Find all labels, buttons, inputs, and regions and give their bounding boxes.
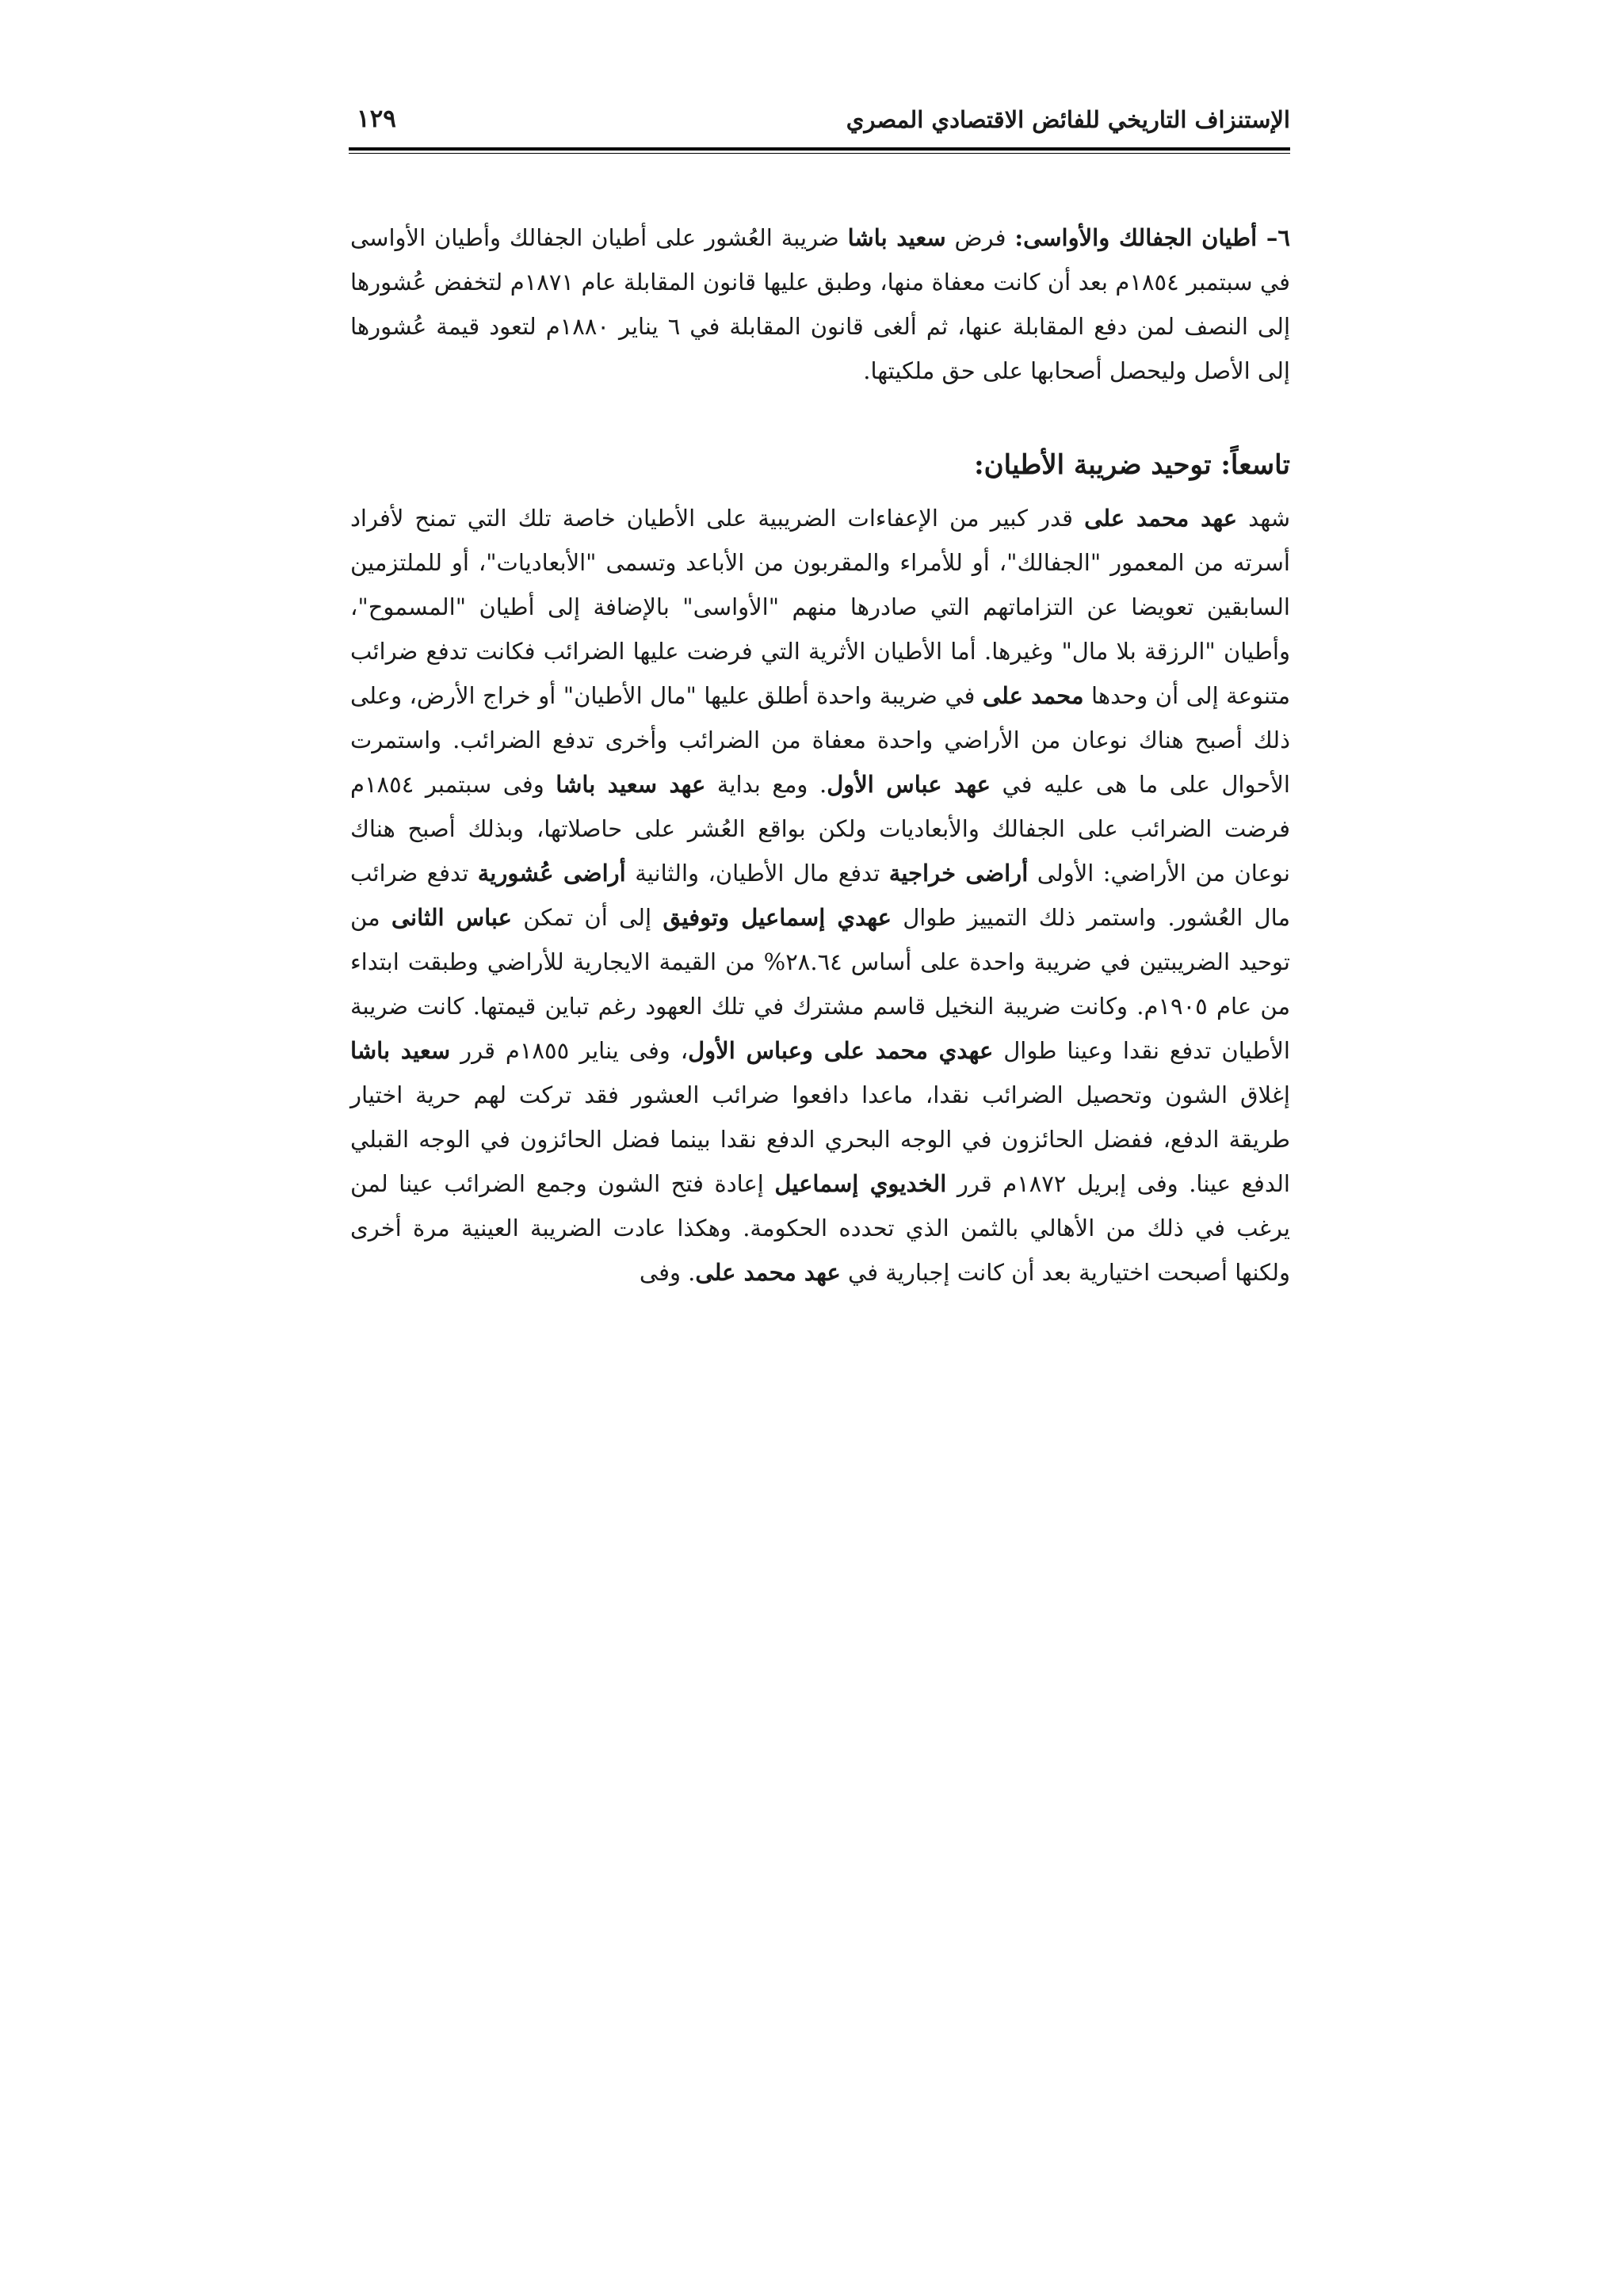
main-text-4: . ومع بداية	[705, 771, 827, 798]
main-text-11: إغلاق الشون وتحصيل الضرائب نقدا، ماعدا دافعوا ضرائب العشور فقد تركت لهم حرية اختيار طريقة الدفع، ففضل الحائزون في الوجه البحري الدفع نقدا بينما فضل الحائزون في الوجه القبلي الدفع عينا. وفى إبريل ١٨٧٢م قرر	[350, 1081, 1290, 1197]
main-text-5: وفى سبتمبر ١٨٥٤م فرضت الضرائب على الجفالك والأبعاديات ولكن بواقع العُشر على حاصلاتها، وبذلك أصبح هناك نوعان من الأراضي: الأولى	[350, 771, 1290, 887]
main-text-9: من توحيد الضريبتين في ضريبة واحدة على أساس ٢٨.٦٤% من القيمة الايجارية للأراضي وطبقت ابتداء من عام ١٩٠٥م. وكانت ضريبة النخيل قاسم مشترك في تلك العهود رغم تباين قيمتها. كانت ضريبة الأطيان تدفع نقدا وعينا طوال	[350, 904, 1290, 1064]
section-heading: تاسعاً: توحيد ضريبة الأطيان:	[974, 449, 1290, 481]
main-bold-8: عباس الثانى	[391, 904, 512, 931]
paragraph-section-6	[350, 215, 1290, 393]
main-text-10: ، وفى يناير ١٨٥٥م قرر	[450, 1037, 689, 1064]
running-title: الإستنزاف التاريخي للفائض الاقتصادي المصري	[846, 106, 1290, 133]
main-text-7: تدفع ضرائب مال العُشور. واستمر ذلك التمييز طوال	[350, 860, 1290, 931]
page-header	[349, 101, 1290, 149]
main-bold-9: عهدي محمد على وعباس الأول	[688, 1037, 994, 1064]
body-text	[350, 215, 1290, 1295]
main-bold-11: الخديوي إسماعيل	[774, 1170, 947, 1197]
para6-bold-1: سعيد باشا	[847, 224, 946, 251]
main-text-8: إلى أن تمكن	[512, 904, 663, 931]
main-bold-12: عهد محمد على	[695, 1259, 841, 1286]
main-bold-1: عهد محمد على	[1084, 505, 1238, 532]
page-number: ١٢٩	[357, 105, 396, 133]
paragraph-main	[350, 496, 1290, 1295]
para6-text-2: ضريبة العُشور على أطيان الجفالك وأطيان الأواسى في سبتمبر ١٨٥٤م بعد أن كانت معفاة منها، وطبق عليها قانون المقابلة عام ١٨٧١م لتخفض عُشورها إلى النصف لمن دفع المقابلة عنها، ثم ألغى قانون المقابلة في ٦ يناير ١٨٨٠م لتعود قيمة عُشورها إلى الأصل وليحصل أصحابها على حق ملكيتها.	[350, 224, 1290, 384]
main-text-3: في ضريبة واحدة أطلق عليها "مال الأطيان" أو خراج الأرض، وعلى ذلك أصبح هناك نوعان من الأراضي واحدة معفاة من الضرائب وأخرى تدفع الضرائب. واستمرت الأحوال على ما هى عليه في	[350, 682, 1290, 798]
para6-text-1: فرض	[945, 224, 1015, 251]
main-text-6: تدفع مال الأطيان، والثانية	[625, 860, 889, 887]
main-text-1: شهد	[1237, 505, 1291, 532]
main-bold-6: أراضى عُشورية	[477, 860, 626, 887]
para6-lead: ٦– أطيان الجفالك والأواسى:	[1014, 224, 1290, 251]
main-text-12: إعادة فتح الشون وجمع الضرائب عينا لمن يرغب في ذلك من الأهالي بالثمن الذي تحدده الحكومة. وهكذا عادت الضريبة العينية مرة أخرى ولكنها أصبحت اختيارية بعد أن كانت إجبارية في	[350, 1170, 1290, 1286]
main-bold-5: أراضى خراجية	[888, 860, 1029, 887]
main-bold-3: عهد عباس الأول	[827, 771, 991, 798]
main-bold-4: عهد سعيد باشا	[556, 771, 706, 798]
main-bold-2: محمد على	[982, 682, 1084, 709]
header-rule	[349, 147, 1290, 154]
main-bold-7: عهدي إسماعيل وتوفيق	[663, 904, 892, 931]
main-text-13: . وفى	[639, 1259, 696, 1286]
main-bold-10: سعيد باشا	[350, 1037, 451, 1064]
main-text-2: قدر كبير من الإعفاءات الضريبية على الأطيان خاصة تلك التي تمنح لأفراد أسرته من المعمور "الجفالك"، أو للأمراء والمقربون من الأباعد وتسمى "الأبعاديات"، أو للملتزمين السابقين تعويضا عن التزاماتهم التي صادرها منهم "الأواسى" بالإضافة إلى أطيان "المسموح"، وأطيان "الرزقة بلا مال" وغيرها. أما الأطيان الأثرية التي فرضت عليها الضرائب فكانت تدفع ضرائب متنوعة إلى أن وحدها	[350, 505, 1290, 709]
